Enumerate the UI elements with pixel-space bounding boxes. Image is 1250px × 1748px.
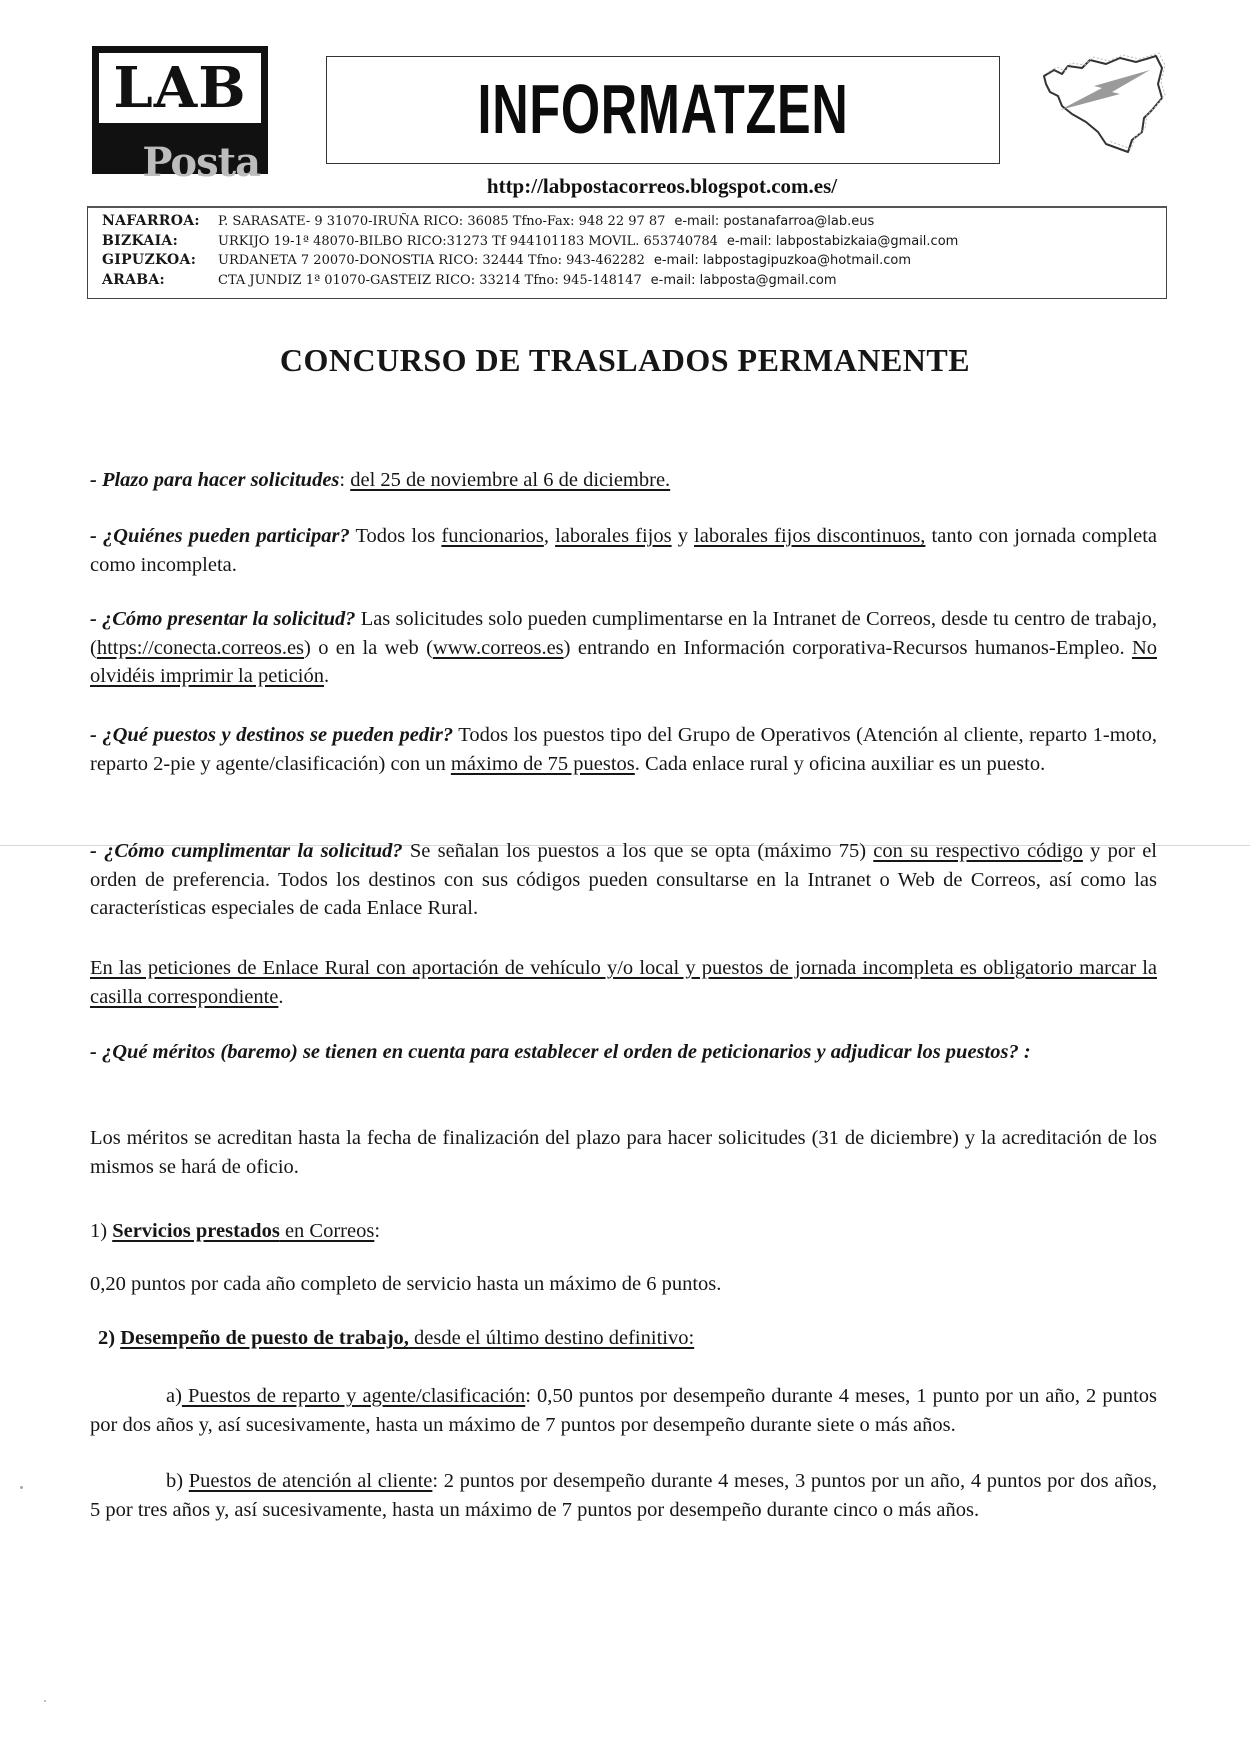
email[interactable]: e-mail: labpostabizkaia@gmail.com [726,234,959,249]
item-b-title: Puestos de atención al cliente [188,1470,433,1492]
item-a-text: : 0,50 puntos por desempeño durante 4 meses, 1 punto por un año, 2 puntos por dos años y, así sucesivamente, hasta un máximo de 7 puntos por desempeño durante siete o más años. [90,1385,1157,1436]
paragraph-como-presentar [90,605,1157,691]
address: URKIJO 19-1ª 48070-BILBO RICO:31273 Tf 944101183 MOVIL. 653740784 [218,234,718,249]
contact-row-bizkaia [102,232,958,251]
text: . [324,665,330,687]
text: , [543,525,556,547]
lab-posta-logo [92,46,268,186]
province-label: GIPUZKOA: [102,252,197,268]
underlined-enlace-rural: En las peticiones de Enlace Rural con aportación de vehículo y/o local y puestos de jornada incompleta es obligatorio marcar la casilla correspondiente [90,957,1157,1008]
text: . Cada enlace rural y oficina auxiliar es un puesto. [634,752,1046,775]
underlined-codigo: con su respectivo código [873,840,1083,862]
logo-lab-text: LAB [99,53,261,123]
underlined-imprimir: No olvidéis imprimir la petición [90,636,1157,687]
text: y por el orden de preferencia. Todos los destinos con sus códigos pueden consultarse en la Intranet o Web de Correos, así como las características especiales de cada Enlace Rural. [90,840,1157,919]
text: tanto con jornada completa como incompleta. [90,525,1157,576]
section-1-title-rest: en Correos [279,1220,375,1242]
address: CTA JUNDIZ 1ª 01070-GASTEIZ RICO: 33214 Tfno: 945-148147 [218,273,642,288]
province-label: NAFARROA: [102,213,200,229]
plazo-dates: del 25 de noviembre al 6 de diciembre. [350,469,671,491]
question-que-puestos: - ¿Qué puestos y destinos se pueden pedir? [90,724,454,746]
section-2-item-a [90,1382,1157,1439]
section-1-body: 0,20 puntos por cada año completo de servicio hasta un máximo de 6 puntos. [90,1273,722,1295]
paragraph-plazo [90,466,1157,495]
section-2-heading [98,1324,1165,1353]
question-plazo: - Plazo para hacer solicitudes [90,469,340,491]
item-a-title: Puestos de reparto y agente/clasificación [181,1385,526,1407]
question-como-presentar: - ¿Cómo presentar la solicitud? [90,608,356,630]
text: y [671,525,695,547]
text: Todos los [349,525,442,547]
paragraph-meritos-question [90,1038,1157,1067]
euskal-herria-map-icon [1032,48,1172,158]
section-2-title: Desempeño de puesto de trabajo, [120,1327,409,1349]
text: Las solicitudes solo pueden cumplimentarse en la Intranet de Correos, desde tu centro de trabajo, ( [90,608,1158,659]
scan-speck [44,1700,46,1702]
correos-web-link[interactable]: www.correos.es [432,636,564,659]
underlined-funcionarios: funcionarios [441,525,544,547]
section-1-title: Servicios prestados [112,1220,280,1242]
item-label: b) [166,1470,189,1492]
paragraph-como-cumplimentar [90,837,1157,923]
logo-posta-text: Posta [142,139,260,186]
province-label: ARABA: [102,272,166,288]
question-quienes: - ¿Quiénes pueden participar? [90,525,350,547]
section-number: 2) [98,1327,121,1349]
item-label: a) [166,1385,182,1407]
question-meritos: - ¿Qué méritos (baremo) se tienen en cuenta para establecer el orden de peticionarios y adjudicar los puestos? : [90,1041,1031,1063]
underlined-laborales-discontinuos: laborales fijos discontinuos, [694,525,926,547]
address: URDANETA 7 20070-DONOSTIA RICO: 32444 Tfno: 943-462282 [218,253,645,268]
underlined-maximo: máximo de 75 puestos [450,752,635,775]
conecta-link[interactable]: https://conecta.correos.es [96,636,305,659]
email[interactable]: e-mail: postanafarroa@lab.eus [674,214,875,229]
paragraph-que-puestos [90,721,1157,778]
paragraph-enlace-rural [90,954,1157,1011]
address: P. SARASATE- 9 31070-IRUÑA RICO: 36085 Tfno-Fax: 948 22 97 87 [218,214,666,229]
text: Se señalan los puestos a los que se opta (máximo 75) [402,840,874,862]
text: . [278,985,284,1008]
scan-speck [20,1486,23,1489]
province-label: BIZKAIA: [102,233,179,249]
document-title: CONCURSO DE TRASLADOS PERMANENTE [279,342,971,378]
blog-url[interactable]: http://labpostacorreos.blogspot.com.es/ [486,174,838,198]
section-2-title-rest: desde el último destino definitivo: [408,1327,695,1349]
email[interactable]: e-mail: labpostagipuzkoa@hotmail.com [653,253,911,268]
paragraph-quienes [90,522,1157,579]
contact-box [87,206,1167,299]
section-1-heading [90,1217,1157,1246]
contact-row-gipuzkoa [102,251,911,270]
text: ) o en la web ( [304,636,433,659]
question-como-cumplimentar: - ¿Cómo cumplimentar la solicitud? [90,840,403,862]
contact-row-araba [102,271,837,290]
underlined-laborales-fijos: laborales fijos [555,525,672,547]
separator: : [339,469,351,491]
text: ) entrando en Información corporativa-Recursos humanos-Empleo. [563,636,1132,659]
informatzen-banner [326,56,1000,164]
banner-title: INFORMATZEN [477,70,849,148]
section-2-item-b [90,1467,1157,1524]
text: Todos los puestos tipo del Grupo de Operativos (Atención al cliente, reparto 1-moto, reparto 2-pie y agente/clasificación) con un [90,724,1158,775]
section-number: 1) [90,1220,113,1242]
paragraph-meritos-intro: Los méritos se acreditan hasta la fecha de finalización del plazo para hacer solicitudes (31 de diciembre) y la acreditación de los mismos se hará de oficio. [90,1127,1157,1178]
email[interactable]: e-mail: labposta@gmail.com [650,273,837,288]
contact-row-nafarroa [102,212,874,231]
colon: : [374,1220,381,1242]
item-b-text: : 2 puntos por desempeño durante 4 meses, 3 puntos por un año, 4 puntos por dos años, 5 por tres años y, así sucesivamente, hasta un máximo de 7 puntos por desempeño durante cinco o más años. [90,1470,1158,1521]
